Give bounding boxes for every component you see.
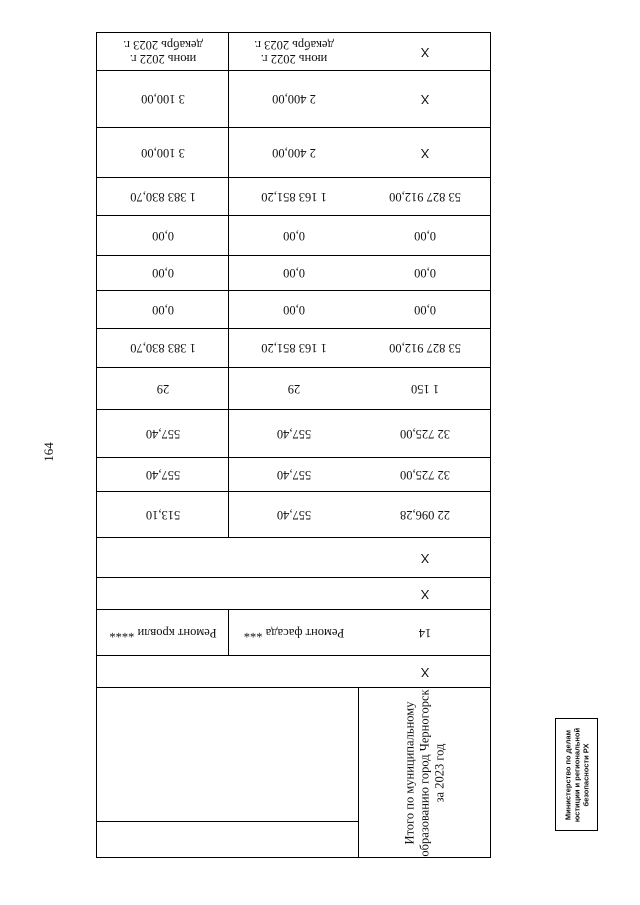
- table-cell-text: 557,40: [276, 467, 312, 482]
- table-row: [359, 610, 490, 656]
- table-cell: [97, 329, 228, 368]
- row-divider: [97, 821, 359, 822]
- table-row: [359, 578, 490, 610]
- table-cell: [97, 458, 228, 492]
- table-cell: [97, 610, 228, 656]
- table-cell-text: 1 163 851,20: [261, 341, 327, 355]
- table-cell-text: 2 400,00: [272, 92, 316, 106]
- table-cell-text: 3 100,00: [140, 145, 185, 160]
- table-cell: [228, 492, 359, 538]
- summary-label: Итого по муниципальному образованию город Черногорск за 2023 год: [402, 688, 446, 857]
- table-cell-text: июнь 2022 г. декабрь 2023 г.: [254, 37, 334, 66]
- table-cell: 32 725,00: [399, 467, 450, 482]
- table-cell: [97, 128, 228, 178]
- table-cell: [97, 33, 228, 71]
- table-cell: X: [420, 664, 429, 680]
- table-cell-text: 2 400,00: [272, 145, 316, 160]
- table-cell: [97, 656, 359, 688]
- table-row: [359, 216, 490, 256]
- table-cell-text: 0,00: [283, 228, 305, 243]
- table-cell: 32 725,00: [399, 426, 450, 441]
- table-cell: 53 827 912,00: [388, 189, 461, 204]
- table-cell: [228, 458, 359, 492]
- table-row: [359, 329, 490, 368]
- table-cell: 53 827 912,00: [388, 341, 461, 355]
- table-cell: [228, 291, 359, 329]
- ministry-stamp: [555, 718, 598, 831]
- table-cell: [228, 610, 359, 656]
- table-cell: [97, 256, 228, 291]
- table-cell-text: Ремонт кровли ****: [108, 625, 217, 640]
- table-cell: [228, 368, 359, 410]
- table-cell: [97, 291, 228, 329]
- table-cell: [228, 216, 359, 256]
- table-cell: X: [420, 586, 429, 602]
- table-cell: [97, 578, 359, 610]
- table-cell-text: 1 163 851,20: [261, 189, 327, 204]
- table-cell-text: 0,00: [151, 302, 174, 317]
- table-cell-text: 557,40: [145, 467, 180, 482]
- table-cell: [97, 216, 228, 256]
- table-row: [359, 256, 490, 291]
- table-cell: [97, 492, 228, 538]
- table-row: [359, 656, 490, 688]
- table-cell-text: 29: [156, 381, 169, 396]
- table-row: [359, 33, 490, 71]
- table-cell: [97, 688, 359, 857]
- table-cell: 0,00: [413, 266, 436, 280]
- stamp-text: Министерство по делам юстиции и региональной безопасности РХ: [563, 727, 590, 822]
- page-number: 164: [41, 442, 56, 462]
- table-cell-text: 29: [287, 381, 301, 396]
- table-row: [359, 71, 490, 128]
- table-row: [359, 128, 490, 178]
- table-row: [359, 410, 490, 458]
- table-row: [359, 368, 490, 410]
- table-cell: [228, 410, 359, 458]
- table-cell: 22 096,28: [399, 507, 450, 522]
- table-cell-text: 0,00: [283, 266, 305, 280]
- table-cell-text: 0,00: [151, 228, 174, 243]
- table-cell-text: Ремонт фасада ***: [243, 625, 345, 640]
- table-cell: 14: [418, 625, 431, 640]
- table-row: [359, 538, 490, 578]
- table-cell-text: 557,40: [276, 507, 312, 522]
- table-cell: [97, 410, 228, 458]
- table-cell: [97, 178, 228, 216]
- data-table: [96, 32, 491, 858]
- table-cell: [228, 71, 359, 128]
- table-cell: [97, 538, 359, 578]
- table-cell-text: 0,00: [151, 266, 174, 280]
- table-cell-text: 3 100,00: [140, 92, 185, 106]
- table-cell: [228, 128, 359, 178]
- table-cell-text: 0,00: [283, 302, 305, 317]
- table-cell: X: [420, 550, 429, 566]
- table-cell: [97, 71, 228, 128]
- table-cell: X: [420, 145, 429, 161]
- table-cell-text: июнь 2022 г. декабрь 2023 г.: [122, 37, 203, 66]
- table-cell: X: [420, 92, 429, 107]
- table-cell: [228, 33, 359, 71]
- table-row: [359, 492, 490, 538]
- table-row: [359, 458, 490, 492]
- table-cell: 1 150: [410, 381, 439, 396]
- table-cell: 0,00: [413, 228, 436, 243]
- table-cell: X: [420, 44, 429, 60]
- table-row: [359, 291, 490, 329]
- table-cell: [228, 329, 359, 368]
- table-cell-text: 1 383 830,70: [129, 341, 196, 355]
- table-cell: [228, 256, 359, 291]
- table-cell-text: 1 383 830,70: [129, 189, 196, 204]
- table-row: [359, 178, 490, 216]
- table-cell: [228, 178, 359, 216]
- table-cell-text: 557,40: [276, 426, 312, 441]
- table-cell-text: 557,40: [145, 426, 180, 441]
- table-cell: [97, 368, 228, 410]
- table-cell-text: 513,10: [145, 507, 180, 522]
- table-row: [359, 688, 490, 857]
- table-cell: 0,00: [413, 302, 436, 317]
